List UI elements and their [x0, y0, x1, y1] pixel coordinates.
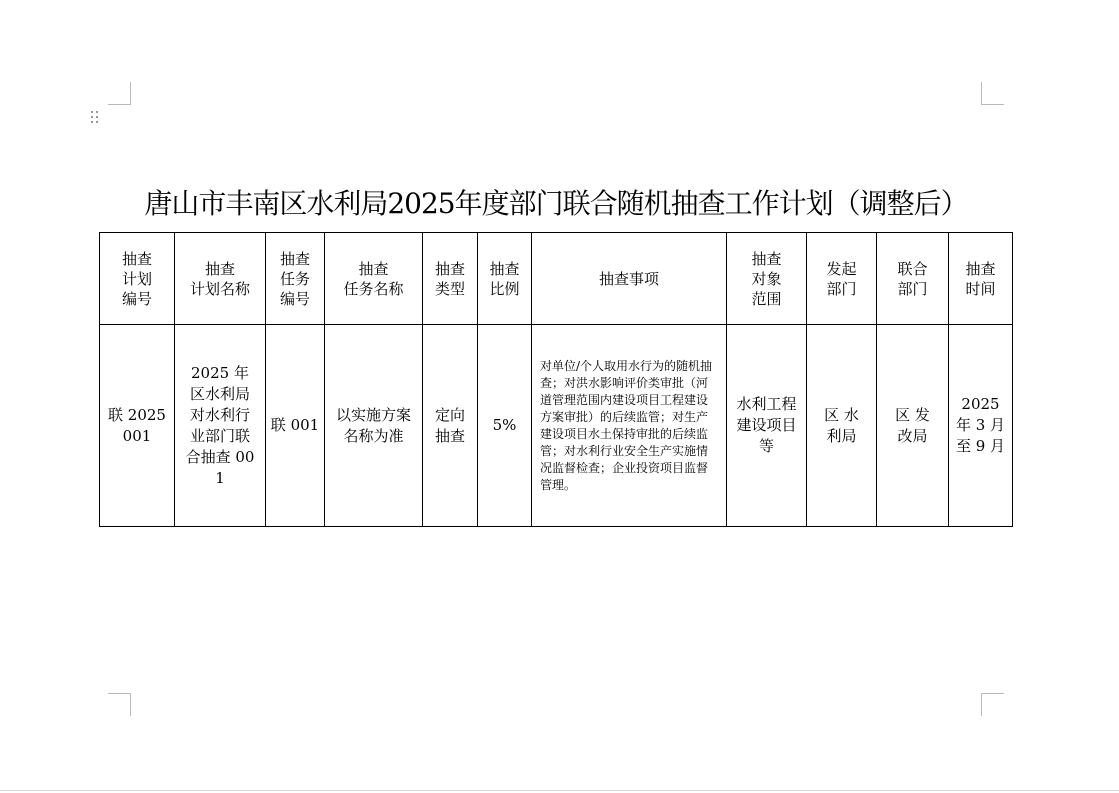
- header-period: 抽查 时间: [949, 233, 1013, 325]
- cell-items: 对单位/个人取用水行为的随机抽查；对洪水影响评价类审批（河道管理范围内建设项目工程建设方案审批）的后续监管；对生产建设项目水土保持审批的后续监管；对水利行业安全生产实施情况监督检查；企业投资项目监督管理。: [532, 325, 727, 527]
- table-row: [100, 325, 1013, 527]
- inspection-plan-table: [99, 232, 1013, 527]
- cell-period: 2025 年 3 月至 9 月: [949, 325, 1013, 527]
- header-items: 抽查事项: [532, 233, 727, 325]
- header-ratio: 抽查 比例: [478, 233, 532, 325]
- header-joint-dept: 联合 部门: [877, 233, 949, 325]
- table-move-handle-icon[interactable]: [90, 110, 100, 124]
- header-task-no: 抽查 任务 编号: [266, 233, 325, 325]
- page-bottom-edge: [0, 790, 1119, 791]
- cell-plan-no: 联 2025001: [100, 325, 175, 527]
- header-initiator: 发起 部门: [807, 233, 877, 325]
- page-corner-mark-top-left: [108, 82, 131, 105]
- header-plan-no: 抽查 计划 编号: [100, 233, 175, 325]
- header-check-type: 抽查 类型: [423, 233, 478, 325]
- cell-task-name: 以实施方案名称为准: [325, 325, 423, 527]
- page-corner-mark-bottom-right: [981, 693, 1004, 716]
- cell-scope: 水利工程建设项目等: [727, 325, 807, 527]
- cell-initiator: 区 水利局: [807, 325, 877, 527]
- document-title: 唐山市丰南区水利局2025年度部门联合随机抽查工作计划（调整后）: [144, 187, 968, 220]
- cell-task-no: 联 001: [266, 325, 325, 527]
- cell-plan-name: 2025 年区水利局对水利行业部门联合抽查 001: [175, 325, 266, 527]
- cell-joint-dept: 区 发改局: [877, 325, 949, 527]
- page-corner-mark-bottom-left: [108, 693, 131, 716]
- header-plan-name: 抽查 计划名称: [175, 233, 266, 325]
- cell-ratio: 5%: [478, 325, 532, 527]
- cell-check-type: 定向抽查: [423, 325, 478, 527]
- header-task-name: 抽查 任务名称: [325, 233, 423, 325]
- page-corner-mark-top-right: [981, 82, 1004, 105]
- table-header-row: [100, 233, 1013, 325]
- header-scope: 抽查 对象 范围: [727, 233, 807, 325]
